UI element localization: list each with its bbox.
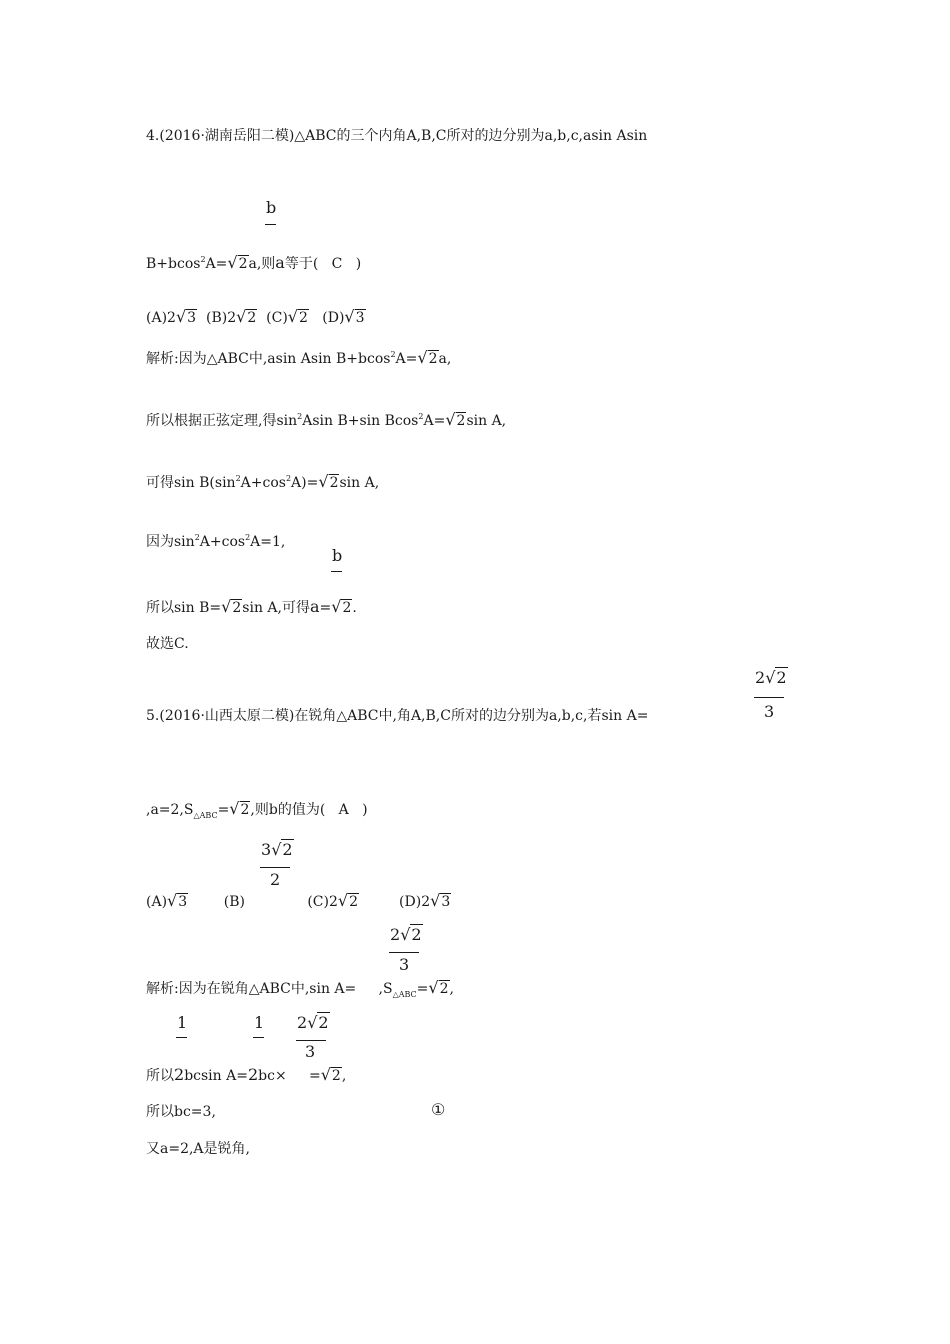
q4-stem2-b: A= (205, 256, 228, 272)
q5-sol1-frac-numerator: 2√2 (390, 925, 422, 944)
q5-solution-line4: 又a=2,A是锐角, (146, 1141, 250, 1157)
q5-option-d-label: (D)2 (399, 894, 431, 910)
q4-frac-bar (265, 224, 276, 225)
q5-sol2-half1-bar (176, 1037, 187, 1038)
q4-options (146, 290, 366, 327)
q4-sol5-frac-bar (331, 571, 342, 572)
q5-option-a-sqrt: √3 (167, 891, 188, 910)
q4-option-b-sqrt: √2 (236, 307, 257, 326)
q4-stem-line1: 4.(2016·湖南岳阳二模)△ABC的三个内角A,B,C所对的边分别为a,b,c,asin Asin (146, 128, 648, 144)
q5-sol2-frac-numerator: 2√2 (297, 1013, 329, 1032)
q5-optb-frac-numerator: 3√2 (261, 840, 293, 859)
q5-sol2-half1-numerator: 1 (177, 1013, 188, 1032)
q4-solution-line4: 因为$\sin^2A+\cos^2A=1$, (146, 533, 286, 550)
q5-sol2-half1-denominator: 2 (174, 1065, 185, 1084)
q5-frac-denominator: 3 (764, 702, 775, 721)
q5-option-c-label: (C)2 (307, 894, 338, 910)
q5-solution-line1: 解析:因为在锐角△ABC中,sin A= $,S_{\triangle ABC}=√2$, (146, 978, 454, 999)
q4-option-a-label: (A)2 (146, 310, 176, 326)
q4-option-d-label: (D) (322, 310, 345, 326)
q4-solution-line6: 故选C. (146, 636, 189, 652)
q4-frac-denominator: a (275, 253, 285, 272)
q5-sol1-frac-denominator: 3 (399, 955, 410, 974)
q4-frac-numerator: b (266, 198, 277, 217)
q4-solution-line3: 可得$\sin B(\sin^2A+\cos^2A)=√2\sin$ A, (146, 472, 380, 491)
q4-option-c-label: (C) (266, 310, 288, 326)
q5-stem-line1: 5.(2016·山西太原二模)在锐角△ABC中,角A,B,C所对的边分别为a,b,c,若sin A= (146, 708, 649, 724)
q4-stem-line2 (146, 233, 361, 273)
q4-stem2-c: a,则 (248, 256, 276, 272)
q5-option-b-label: (B) (223, 894, 245, 910)
q4-solution-line5: 所以sin B=√2sin A,可得a=√2. (146, 597, 357, 616)
q5-circle-marker: ① (431, 1100, 446, 1119)
q5-sol1-frac-bar (389, 952, 419, 953)
q5-sol2-half2-bar (253, 1037, 264, 1038)
q5-frac-bar (754, 697, 784, 698)
q5-sol2-frac-denominator: 3 (305, 1042, 316, 1061)
q5-optb-frac-denominator: 2 (270, 870, 281, 889)
q5-option-c-sqrt: √2 (337, 891, 358, 910)
q5-sol2-half2-numerator: 1 (254, 1013, 265, 1032)
q5-sol2-half2-denominator: 2 (247, 1065, 259, 1084)
q4-sol5-frac-denominator: a (309, 597, 320, 616)
q4-solution-line1: 解析:因为△ABC中,asin Asin B+bcos$^2$A=√2a, (146, 348, 452, 367)
q4-stem2-d: 等于( (284, 256, 319, 272)
q5-optb-frac-bar (260, 867, 290, 868)
q5-solution-line2: 所以2bcsin A=2bc× =√2, (146, 1065, 347, 1084)
q5-options (146, 874, 451, 911)
q4-sqrt2: √2 (227, 253, 248, 272)
q5-option-d-sqrt: √3 (430, 891, 451, 910)
q4-stem2-e: ) (355, 256, 362, 272)
q5-solution-line3: 所以bc=3, (146, 1104, 216, 1120)
q4-exp: 2 (200, 255, 206, 264)
q4-option-d-sqrt: √3 (344, 307, 365, 326)
q4-solution-line2: 所以根据正弦定理,得$\sin^2Asin$ B+sin Bcos$^2$A=√2sin A, (146, 410, 507, 429)
q5-sol2-frac-bar (296, 1040, 326, 1041)
q5-option-a-label: (A) (146, 894, 168, 910)
q4-sol5-frac-numerator: b (332, 546, 343, 565)
q5-frac-numerator: 2√2 (755, 668, 787, 687)
q4-option-c-sqrt: √2 (287, 307, 308, 326)
q4-option-a-sqrt: √3 (175, 307, 197, 326)
q4-option-b-label: (B)2 (205, 310, 237, 326)
q4-answer: C (331, 256, 343, 272)
q5-answer: A (338, 802, 349, 818)
q5-stem-line2: $,a=2,S_{\triangle ABC}=√2$,则b的值为( A ) (146, 799, 368, 820)
q4-stem2-a: B+bcos (146, 256, 201, 272)
